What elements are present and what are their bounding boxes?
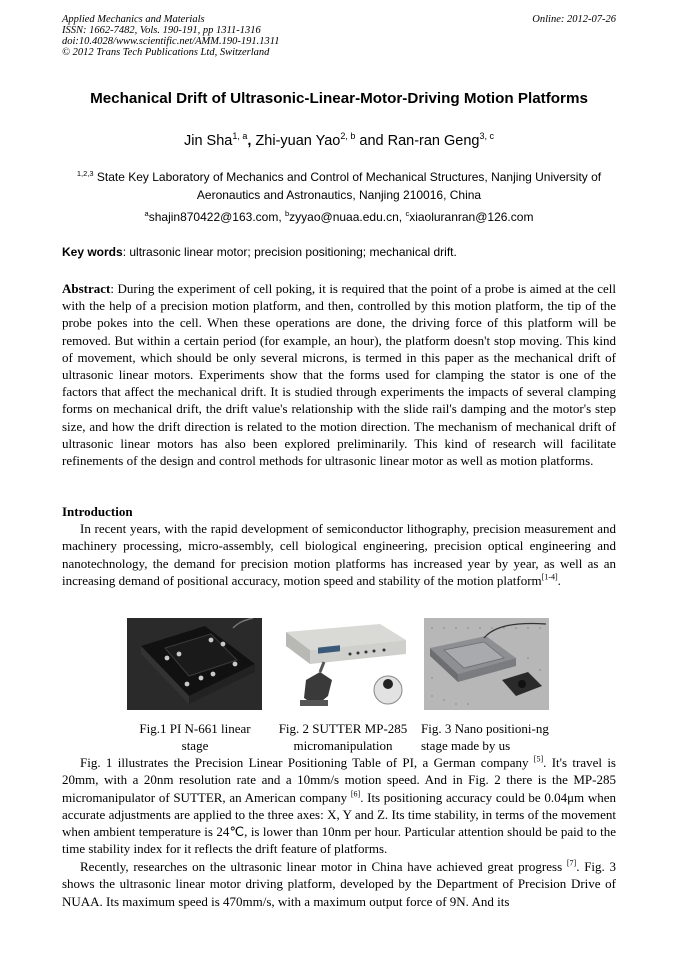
citation: [5] bbox=[533, 754, 544, 764]
issn-line: ISSN: 1662-7482, Vols. 190-191, pp 1311-1316 bbox=[62, 25, 261, 36]
journal-name: Applied Mechanics and Materials bbox=[62, 14, 205, 25]
figure-2-caption: Fig. 2 SUTTER MP-285 micromanipulation bbox=[278, 721, 408, 753]
keywords: Key words: ultrasonic linear motor; precision positioning; mechanical drift. bbox=[62, 245, 457, 259]
affiliation-superscript: 1,2,3 bbox=[76, 169, 94, 178]
email-a: shajin870422@163.com, bbox=[148, 210, 282, 224]
citation: [7] bbox=[566, 858, 577, 868]
author-superscript: 3, c bbox=[479, 131, 495, 141]
doi-line: doi:10.4028/www.scientific.net/AMM.190-191.1311 bbox=[62, 36, 280, 47]
author-superscript: 2, b bbox=[340, 131, 356, 141]
author-name: Zhi-yuan Yao bbox=[255, 132, 341, 149]
figure-3-caption: Fig. 3 Nano positioni-ng stage made by us bbox=[421, 721, 549, 753]
figure-1-caption: Fig.1 PI N-661 linear stage bbox=[139, 721, 251, 753]
citation: [6] bbox=[350, 789, 361, 799]
copyright-line: © 2012 Trans Tech Publications Ltd, Switzerland bbox=[62, 47, 270, 58]
author-superscript: 1, a bbox=[232, 131, 248, 141]
abstract: Abstract: During the experiment of cell poking, it is required that the point of a probe is aimed at the cell with the help of a precision motion platform, and then, controlled by this motion platform, the tip of the probe pokes into the cell. When these operations are done, the driving force of this platform will be removed. But within a certain period (for example, an hour), the platform doesn't stop moving. This kind of movement, which should be only several microns, is termed in this paper as the mechanical drift of ultrasonic linear motors. Experiments show that the forms used for clamping the stator is one of the factors that affect the mechanical drift. It is studied through experiments the impacts of several clamping forms on mechanical drift, the drift value's relationship with the slide rail's damping and the motor's step size, and how the drift direction is related to the motion direction. The mechanism of mechanical drift of ultrasonic linear motors has also been explored preliminarily. This kind of research will facilitate refinements of the design and control methods for ultrasonic linear motor as well as motion platforms. bbox=[62, 281, 616, 469]
online-date: Online: 2012-07-26 bbox=[532, 14, 616, 25]
affiliation bbox=[62, 165, 616, 204]
paper-title: Mechanical Drift of Ultrasonic-Linear-Motor-Driving Motion Platforms bbox=[90, 90, 588, 107]
section-heading-introduction: Introduction bbox=[62, 504, 133, 519]
figure-3-image bbox=[424, 618, 549, 710]
paragraph-intro-1: In recent years, with the rapid development of semiconductor lithography, precision measurement and machinery processing, micro-assembly, cell biological engineering, precision optical engineering and nanotechnology, the demand for precision motion platforms has increased year by year, as well as an increasing demand of positional accuracy, motion speed and stability of the motion platform[1-4]. bbox=[62, 521, 616, 588]
abstract-text: During the experiment of cell poking, it is required that the point of a probe is aimed at the cell with the help of a precision motion platform, and then, controlled by this motion platform, the tip of the probe pokes into the cell. When these operations are done, the driving force of this platform will be removed. But within a certain period (for example, an hour), the platform doesn't stop moving. This kind of movement, which should be only several microns, is termed in this paper as the mechanical drift of ultrasonic linear motors. Experiments show that the forms used for clamping the stator is one of the factors that affect the mechanical drift. It is studied through experiments the impacts of several clamping forms on mechanical drift, the drift value's relationship with the slide rail's damping and the motor's step size, and how the drift direction is related to the motion direction. The mechanism of mechanical drift of ultrasonic linear motors has also been explored preliminarily. This kind of research will facilitate refinements of the design and control methods for ultrasonic linear motor as well as motion platforms. bbox=[62, 281, 616, 469]
author-name: Jin Sha bbox=[183, 132, 233, 149]
email-c: xiaoluranran@126.com bbox=[409, 210, 534, 224]
author-separator: , bbox=[247, 132, 252, 149]
citation: [1-4] bbox=[541, 572, 558, 582]
email-b: zyyao@nuaa.edu.cn, bbox=[289, 210, 403, 224]
affiliation-text: State Key Laboratory of Mechanics and Control of Mechanical Structures, Nanjing University of Aeronautics and Astronautics, Nanjing 210016, China bbox=[96, 170, 602, 202]
keywords-label: Key words bbox=[62, 245, 123, 259]
figure-1-image bbox=[127, 618, 262, 710]
figure-2-image bbox=[276, 618, 410, 710]
author-name: Ran-ran Geng bbox=[387, 132, 480, 149]
author-list bbox=[0, 131, 678, 149]
paragraph-intro-2: Fig. 1 illustrates the Precision Linear Positioning Table of PI, a German company [5]. It's travel is 20mm, with a 20nm resolution rate and a 10mm/s motion speed. And in Fig. 2 there is the MP-285 micromanipulator of SUTTER, an American company [6]. Its positioning accuracy could be 0.04μm when accurate adjustments are applied to the three axes: X, Y and Z. Its time stability, in terms of the movement when ambient temperature is 24℃, is lower than 10nm per hour. Particular attention should be paid to the time stability index for it reflects the drift feature of platforms. bbox=[62, 754, 617, 857]
journal-header bbox=[62, 14, 279, 58]
email-list: $^a$shajin870422@163.com, $^b$zyyao@nuaa.edu.cn, $^c$xiaoluranran@126.com bbox=[144, 209, 534, 224]
keywords-text: ultrasonic linear motor; precision positioning; mechanical drift. bbox=[129, 245, 457, 259]
paragraph-intro-3: Recently, researches on the ultrasonic linear motor in China have achieved great progress [7]. Fig. 3 shows the ultrasonic linear motor driving platform, developed by the Department of Precision Drive of NUAA. Its maximum speed is 470mm/s, with a maximum output force of 9N. And its bbox=[62, 858, 617, 909]
author-separator: and bbox=[359, 132, 384, 149]
abstract-label: Abstract bbox=[62, 281, 111, 296]
